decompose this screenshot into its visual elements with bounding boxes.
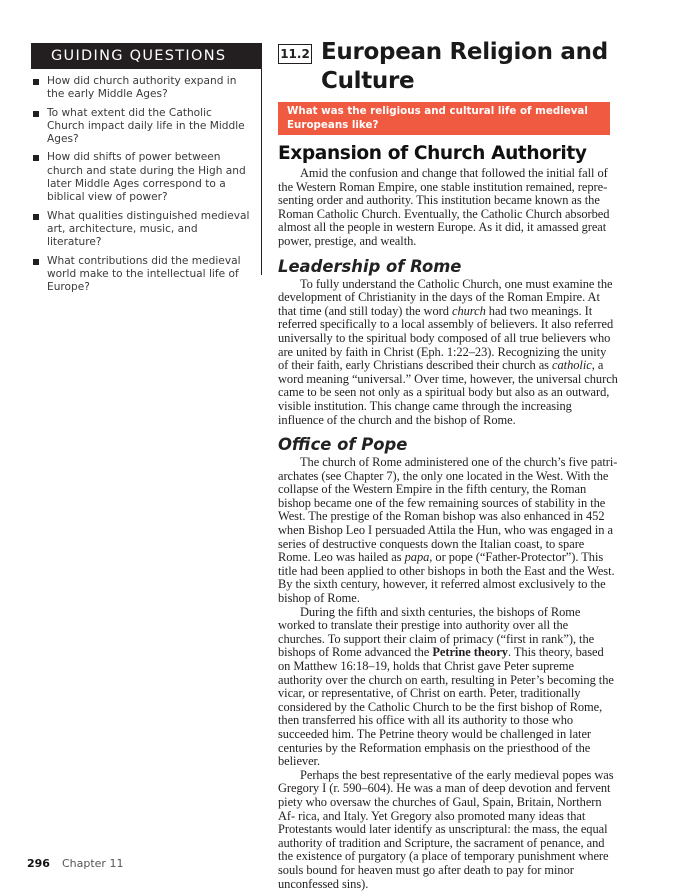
guiding-questions-box: [31, 43, 262, 294]
guiding-question-text: What contributions did the medieval world make to the intellectual life of Europe?: [47, 254, 241, 294]
italic-term: papa: [404, 550, 430, 565]
text-run: , a word meaning “universal.” Over time, however, the universal church came to be seen not only as a spiritual body but also as an outward, visible institution. This change came through the increasing influence of the church and the bishop of Rome.: [278, 358, 618, 427]
heading-leadership-of-rome: Leadership of Rome: [278, 256, 462, 276]
heading-office-of-pope: Office of Pope: [278, 435, 408, 455]
text-run: The church of Rome administered one of the church’s five patri- archates (see Chapter 7), the only one located in the West. With the collapse of the Western Empire in the fifth century, the Roman bishop became one of the few remaining sources of stability in the West. The prestige of the Roman bishop was also enhanced in 452 when Bishop Leo I persuaded Attila the Hun, who was engaged in a series of destructive conquests down the Italian coast, to spare Rome. Leo was hailed as: [278, 455, 618, 565]
guiding-questions-list: [31, 69, 261, 294]
chapter-label: Chapter 11: [61, 857, 124, 870]
guiding-question: [33, 255, 251, 295]
square-bullet-icon: [33, 214, 39, 220]
italic-term: catholic: [552, 358, 592, 373]
square-bullet-icon: [33, 155, 39, 161]
paragraph: Perhaps the best representative of the early medieval popes was Gregory I (r. 590–604). He was a man of deep devotion and fervent piety who oversaw the churches of Gaul, Spain, Britain, Northern Af- rica, and Italy. Yet Gregory also promoted many ideas that Protestants would later identify as unscriptural: the mass, the equal authority of tradition and Scripture, the sacrament of penance, and the existence of purgatory (a place of temporary punishment where souls bound for heaven must go after death to pay for minor unconfessed sins).: [278, 767, 614, 891]
page-number: 296: [27, 857, 50, 870]
heading-expansion-of-church-authority: Expansion of Church Authority: [278, 143, 587, 164]
section-title: European Religion and Culture: [321, 39, 608, 94]
text-run: . This theory, based on Matthew 16:18–19, holds that Christ gave Peter supreme authority over the church on earth, resulting in Peter’s becoming the vicar, or representative, of Christ on earth. Peter, traditionally considered by the Catholic Church to be the first bishop of Rome, then transferred his office with all its authority to those who succeeded him. The Petrine theory would be challenged in later centuries by the Reformation emphasis on the priesthood of the believer.: [278, 645, 614, 769]
section-number-badge: 11.2: [278, 44, 312, 64]
guiding-question: [33, 210, 251, 250]
section-essential-question: What was the religious and cultural life of medieval Europeans like?: [278, 102, 610, 135]
text-run: To fully understand the Catholic Church, one must examine the development of Christianity in the days of the Roman Empire. At that time (and still today) the word: [278, 276, 613, 318]
guiding-questions-title: GUIDING QUESTIONS: [51, 48, 227, 64]
guiding-question-text: What qualities distinguished medieval art, architecture, music, and literature?: [47, 209, 250, 249]
article-body: [278, 142, 618, 891]
guiding-questions-header: [31, 43, 261, 69]
italic-term: church: [451, 303, 486, 318]
page-footer: [27, 857, 123, 870]
square-bullet-icon: [33, 111, 39, 117]
paragraph: [278, 456, 618, 606]
guiding-question: [33, 107, 251, 147]
paragraph: [278, 606, 618, 769]
paragraph: [278, 278, 618, 428]
guiding-question-text: To what extent did the Catholic Church impact daily life in the Middle Ages?: [47, 106, 245, 146]
guiding-question: [33, 75, 251, 102]
square-bullet-icon: [33, 79, 39, 85]
guiding-question-text: How did shifts of power between church and state during the High and later Middle Ages correspond to a biblical view of power?: [47, 151, 246, 204]
text-run: During the fifth and sixth centuries, the bishops of Rome worked to translate their prestige into authority over all the churches. To support their claim of primacy (“first in rank”), the bishops of Rome advanced the: [278, 604, 595, 660]
square-bullet-icon: [33, 259, 39, 265]
guiding-question: [33, 151, 251, 204]
intro-paragraph: Amid the confusion and change that followed the initial fall of the Western Roman Empire, one stable institution remained, repre- senting order and authority. This institution became known as the Roman Catholic Church. Eventually, the Catholic Church absorbed almost all the people in western Europe. As it did, it amassed great power, prestige, and wealth.: [278, 166, 610, 248]
text-run: had two meanings. It referred specifically to a local assembly of believers. It also referred universally to the spiritual body composed of all true believers who are united by faith in Christ (Eph. 1:22–23). Recognizing the unity of their faith, early Christians described their church as: [278, 303, 614, 373]
text-run: , or pope (“Father-Protector”). This title had been applied to other bishops in both the East and the West. By the sixth century, however, it referred almost exclusively to the bishop of Rome.: [278, 550, 615, 606]
key-term-petrine-theory: Petrine theory: [432, 645, 508, 660]
guiding-question-text: How did church authority expand in the early Middle Ages?: [47, 75, 237, 101]
